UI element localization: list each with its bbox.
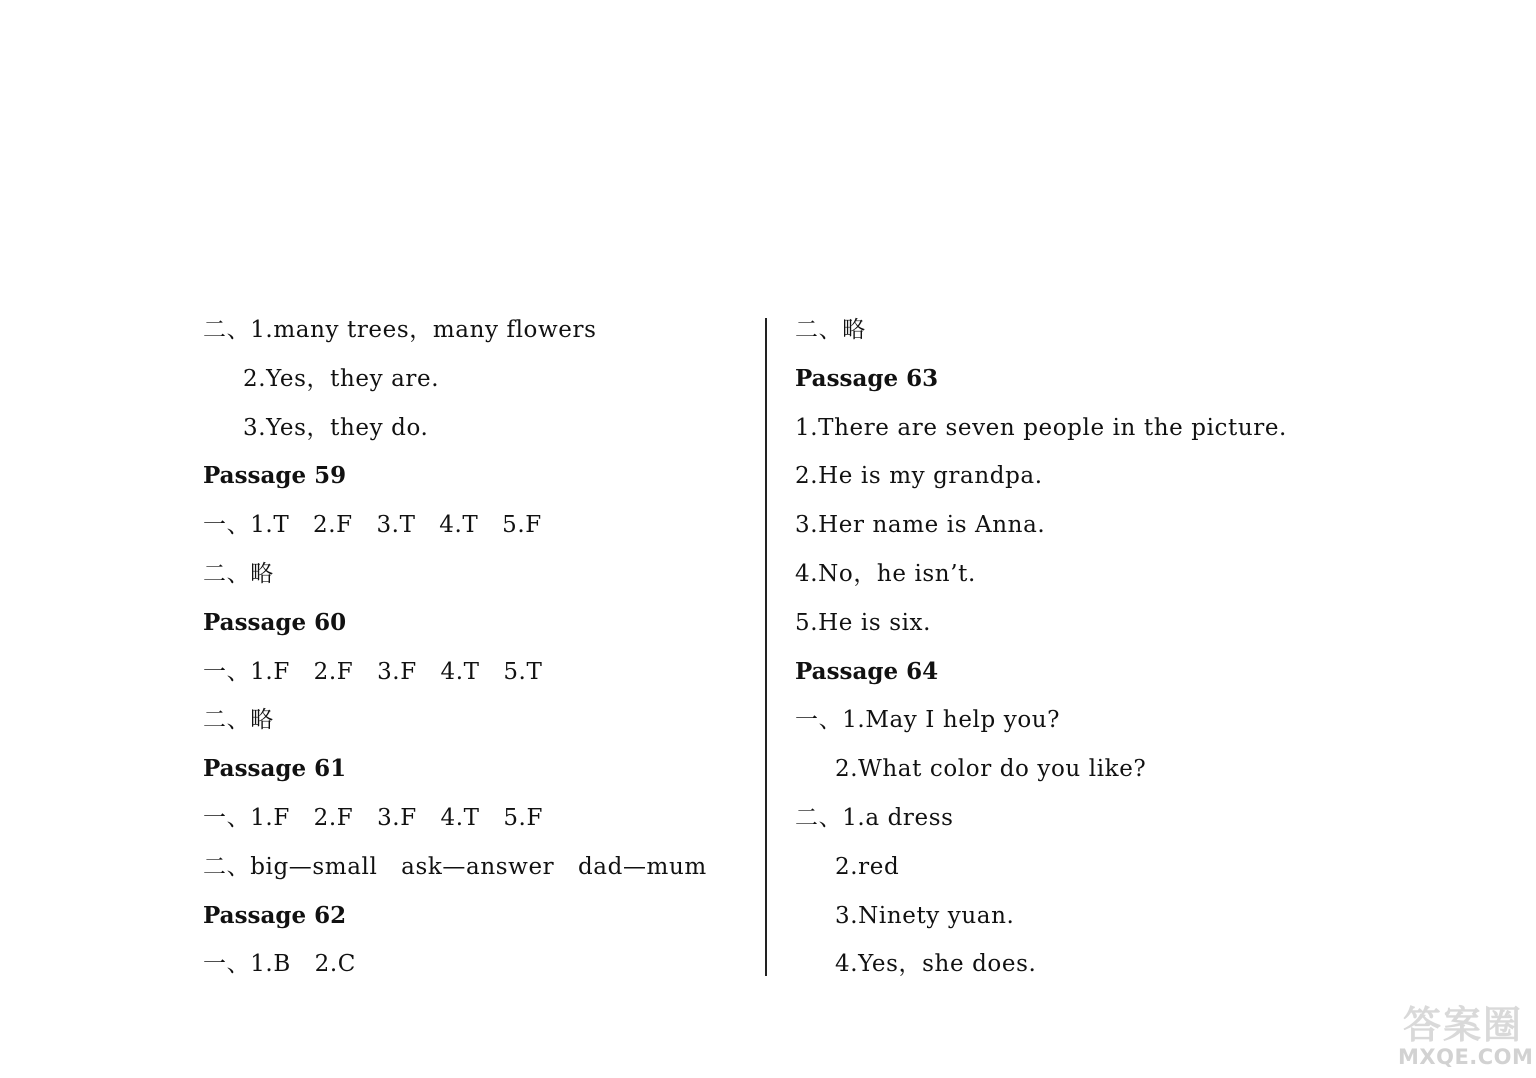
- answer-line: 2.What color do you like?: [835, 756, 1147, 783]
- answer-line: 一、1.T 2.F 3.T 4.T 5.F: [203, 512, 542, 539]
- answer-line: 一、1.F 2.F 3.F 4.T 5.F: [203, 804, 544, 831]
- passage-heading: Passage 63: [795, 364, 939, 392]
- answer-line: 3.Her name is Anna.: [795, 512, 1046, 539]
- left-column: [203, 306, 743, 989]
- answer-line: 2.He is my grandpa.: [795, 463, 1043, 490]
- answer-line: 二、略: [203, 707, 274, 734]
- watermark: [1398, 1003, 1534, 1070]
- answer-line: 3.Yes，they do.: [243, 414, 429, 441]
- answer-line: 2.red: [835, 853, 900, 880]
- answer-line: 一、1.F 2.F 3.F 4.T 5.T: [203, 658, 543, 685]
- answer-line: 二、略: [795, 317, 866, 343]
- answer-line: 二、1.many trees，many flowers: [203, 317, 597, 343]
- answer-line: 一、1.May I help you?: [795, 707, 1061, 734]
- answer-line: 二、1.a dress: [795, 804, 954, 831]
- answer-line: 1.There are seven people in the picture.: [795, 414, 1287, 441]
- passage-heading: Passage 60: [203, 608, 347, 636]
- column-divider: [765, 318, 767, 976]
- watermark-url: MXQE.COM: [1398, 1045, 1534, 1069]
- passage-heading: Passage 62: [203, 901, 347, 929]
- watermark-logo: 答案圈: [1402, 1003, 1523, 1047]
- passage-heading: Passage 61: [203, 755, 347, 783]
- right-column: [795, 306, 1395, 989]
- answer-line: 4.No，he isn’t.: [795, 560, 976, 587]
- answer-line: 3.Ninety yuan.: [835, 902, 1015, 929]
- passage-heading: Passage 59: [203, 462, 347, 490]
- passage-heading: Passage 64: [795, 657, 939, 685]
- answer-line: 4.Yes，she does.: [835, 951, 1037, 978]
- answer-line: 一、1.B 2.C: [203, 951, 356, 978]
- answer-line: 二、略: [203, 560, 274, 587]
- answer-line: 2.Yes，they are.: [243, 365, 440, 392]
- answer-line: 二、big—small ask—answer dad—mum: [203, 853, 707, 880]
- answer-line: 5.He is six.: [795, 609, 932, 636]
